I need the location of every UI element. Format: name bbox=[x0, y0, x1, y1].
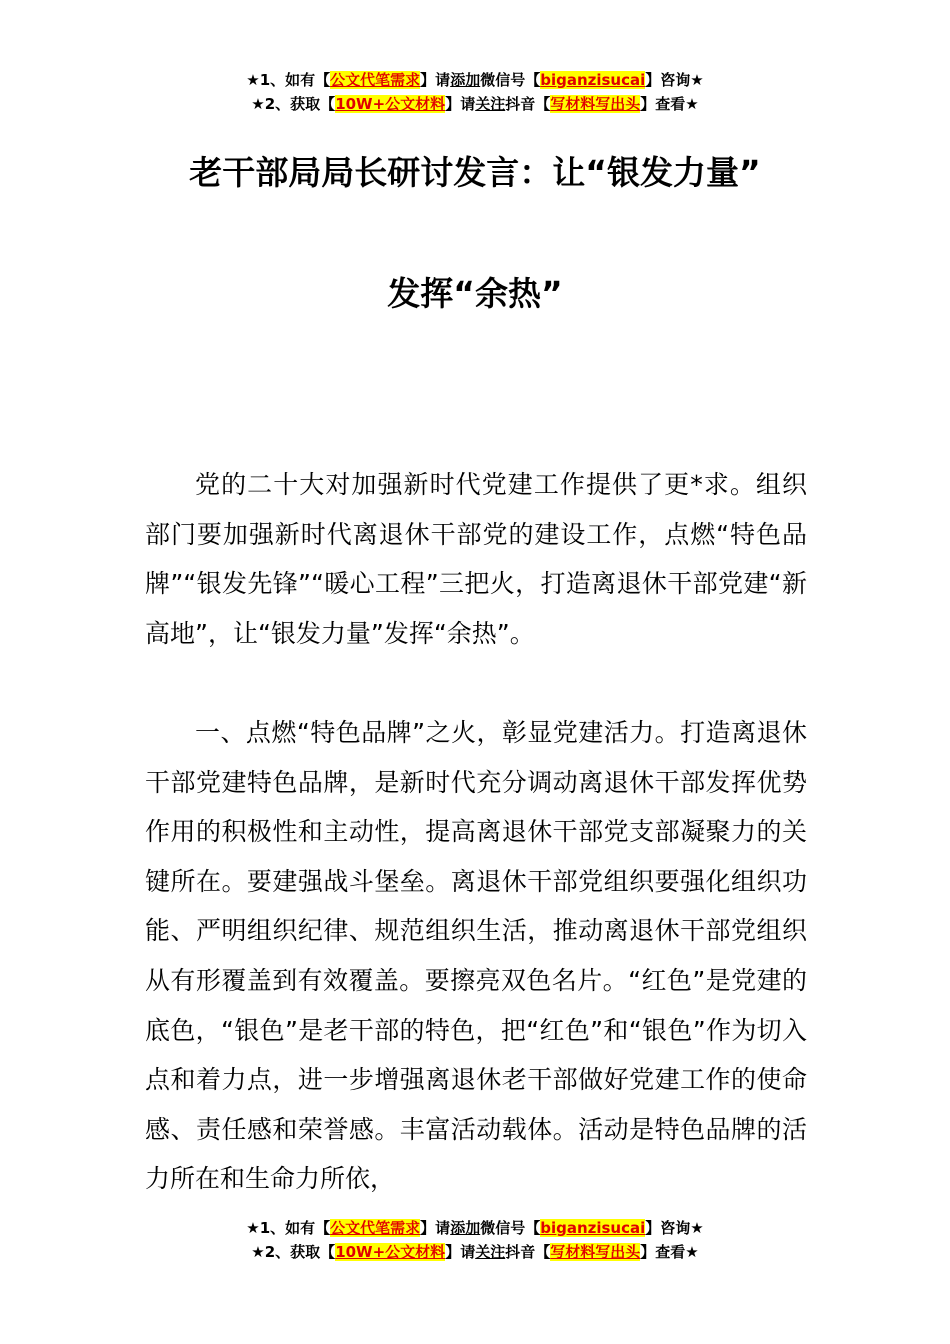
banner-text: 】咨询★ bbox=[645, 71, 704, 89]
banner-text: ★1、如有【 bbox=[246, 71, 331, 89]
banner-highlight: 10W+公文材料 bbox=[335, 95, 446, 113]
banner-highlight: 写材料写出头 bbox=[550, 95, 641, 113]
banner-text: ★1、如有【 bbox=[246, 1219, 331, 1237]
banner-line-2 bbox=[0, 92, 950, 116]
banner-text: 微信号【 bbox=[480, 71, 541, 89]
footer-banner bbox=[0, 1216, 950, 1264]
banner-text: 抖音【 bbox=[505, 95, 551, 113]
banner-line-1 bbox=[0, 68, 950, 92]
banner-highlight: 公文代笔需求 bbox=[330, 1219, 421, 1237]
document-title-line-2: 发挥“余热” bbox=[387, 274, 563, 313]
banner-highlight: 写材料写出头 bbox=[550, 1243, 641, 1261]
banner-text: ★2、获取【 bbox=[251, 1243, 336, 1261]
banner-highlight: biganzisucai bbox=[540, 71, 646, 89]
banner-underlined-text: 关注 bbox=[475, 95, 506, 113]
banner-text: 】查看★ bbox=[640, 1243, 699, 1261]
banner-text: ★2、获取【 bbox=[251, 95, 336, 113]
banner-text: 】请 bbox=[445, 1243, 476, 1261]
banner-highlight: biganzisucai bbox=[540, 1219, 646, 1237]
header-banner bbox=[0, 68, 950, 116]
banner-highlight: 10W+公文材料 bbox=[335, 1243, 446, 1261]
banner-text: 】请 bbox=[445, 95, 476, 113]
banner-line-2 bbox=[0, 1240, 950, 1264]
banner-text: 】请 bbox=[420, 71, 451, 89]
banner-line-1 bbox=[0, 1216, 950, 1240]
banner-text: 微信号【 bbox=[480, 1219, 541, 1237]
banner-text: 】查看★ bbox=[640, 95, 699, 113]
body-paragraph-2: 一、点燃“特色品牌”之火，彰显党建活力。打造离退休干部党建特色品牌，是新时代充分调动离退休干部发挥优势作用的积极性和主动性，提高离退休干部党支部凝聚力的关键所在。要建强战斗堡垒。离退休干部党组织要强化组织功能、严明组织纪律、规范组织生活，推动离退休干部党组织从有形覆盖到有效覆盖。要擦亮双色名片。“红色”是党建的底色，“银色”是老干部的特色，把“红色”和“银色”作为切入点和着力点，进一步增强离退休老干部做好党建工作的使命感、责任感和荣誉感。丰富活动载体。活动是特色品牌的活力所在和生命力所依， bbox=[145, 718, 807, 1194]
document-title-line-1: 老干部局局长研讨发言：让“银发力量” bbox=[189, 153, 761, 192]
body-paragraph-1: 党的二十大对加强新时代党建工作提供了更*求。组织部门要加强新时代离退休干部党的建设工作，点燃“特色品牌”“银发先锋”“暖心工程”三把火，打造离退休干部党建“新高地”，让“银发力量”发挥“余热”。 bbox=[145, 470, 807, 648]
banner-underlined-text: 添加 bbox=[450, 71, 481, 89]
banner-text: 抖音【 bbox=[505, 1243, 551, 1261]
banner-text: 】请 bbox=[420, 1219, 451, 1237]
banner-underlined-text: 关注 bbox=[475, 1243, 506, 1261]
banner-highlight: 公文代笔需求 bbox=[330, 71, 421, 89]
banner-text: 】咨询★ bbox=[645, 1219, 704, 1237]
banner-underlined-text: 添加 bbox=[450, 1219, 481, 1237]
